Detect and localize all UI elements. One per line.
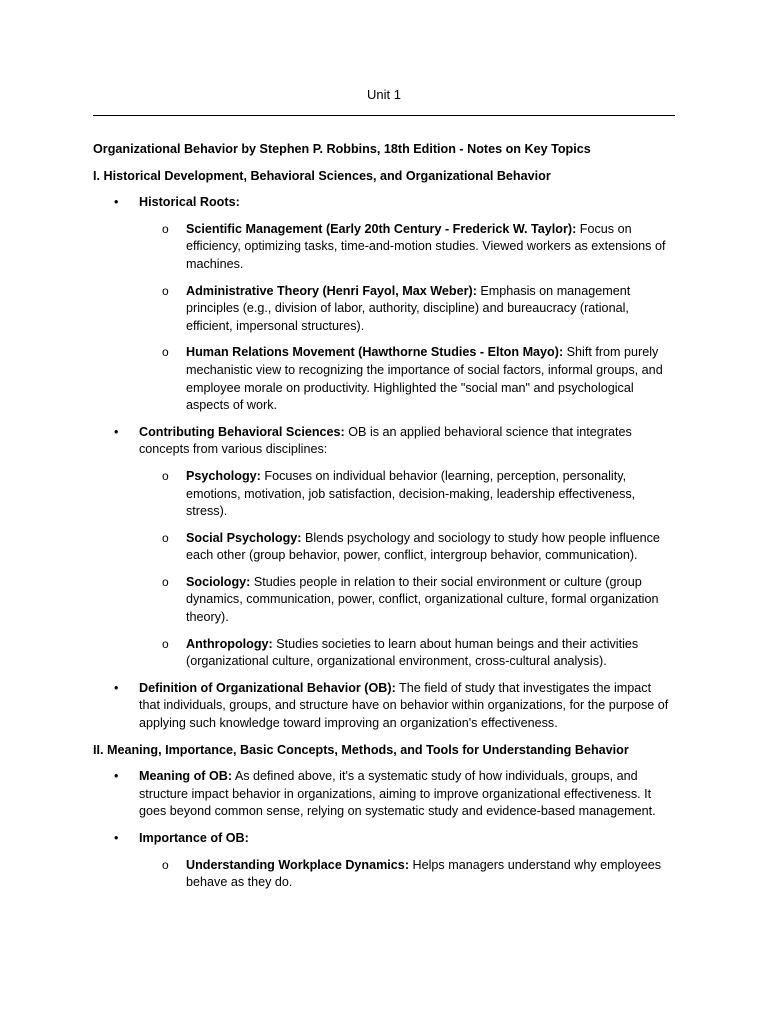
list-item-historical-roots (93, 194, 675, 212)
item-text: Helps managers understand why employees behave as they do. (186, 857, 662, 890)
item-text: Shift from purely mechanistic view to recognizing the importance of social factors, informal groups, and employee morale on productivity. Highlighted the "social man" and psychological aspects of work. (186, 345, 663, 413)
item-term: Understanding Workplace Dynamics: (186, 857, 410, 872)
document-title: Organizational Behavior by Stephen P. Robbins, 18th Edition - Notes on Key Topics (93, 142, 591, 156)
item-term: Importance of OB: (139, 831, 249, 845)
sub-bullet-icon: o (162, 283, 169, 298)
item-text: Blends psychology and sociology to study how people influence each other (group behavior, power, conflict, intergroup behavior, communication). (186, 530, 660, 563)
bullet-icon: • (114, 680, 119, 695)
list-item-importance (93, 830, 675, 848)
page-header-title: Unit 1 (367, 87, 401, 102)
item-term: Psychology: (186, 468, 261, 483)
section-2-heading: II. Meaning, Importance, Basic Concepts, Methods, and Tools for Understanding Behavior (93, 742, 629, 757)
item-text: Emphasis on management principles (e.g., division of labor, authority, discipline) and bureaucracy (rational, efficient, impersonal structures). (186, 283, 631, 333)
list-item-sociology (93, 574, 675, 627)
bullet-icon: • (114, 195, 119, 210)
list-item-workplace-dynamics (93, 857, 675, 892)
item-term: Administrative Theory (Henri Fayol, Max Weber): (186, 283, 477, 298)
item-term: Scientific Management (Early 20th Century - Frederick W. Taylor): (186, 221, 577, 236)
sub-bullet-icon: o (162, 468, 169, 483)
item-term: Human Relations Movement (Hawthorne Studies - Elton Mayo): (186, 345, 564, 360)
item-text: Focuses on individual behavior (learning, perception, personality, emotions, motivation, job satisfaction, decision-making, leadership effectiveness, stress). (186, 468, 636, 519)
list-item-scientific-management (93, 221, 675, 274)
item-text: Focus on efficiency, optimizing tasks, time-and-motion studies. Viewed workers as extensions of machines. (186, 221, 666, 271)
item-text: As defined above, it's a systematic study of how individuals, groups, and structure impact behavior in organizations, aiming to improve organizational effectiveness. It goes beyond common sense, relying on systematic study and evidence-based management. (139, 769, 656, 819)
item-term: Historical Roots: (139, 195, 240, 210)
sub-bullet-icon: o (162, 221, 169, 236)
item-term: Meaning of OB: (139, 769, 233, 784)
item-term: Sociology: (186, 574, 251, 589)
list-item-administrative-theory (93, 283, 675, 336)
list-item-definition (93, 680, 675, 733)
list-item-human-relations (93, 344, 675, 414)
item-term: Social Psychology: (186, 530, 302, 545)
item-term: Contributing Behavioral Sciences: (139, 424, 345, 439)
item-term: Definition of Organizational Behavior (OB): (139, 680, 396, 695)
list-item-meaning (93, 768, 675, 821)
list-item-anthropology (93, 636, 675, 671)
item-text: The field of study that investigates the impact that individuals, groups, and structure have on behavior within organizations, for the purpose of applying such knowledge toward improving an organization's effectiveness. (139, 680, 669, 731)
list-item-contributing-sciences (93, 424, 675, 459)
item-term: Anthropology: (186, 636, 273, 651)
header-divider (93, 115, 675, 116)
document-body (93, 141, 675, 901)
sub-bullet-icon: o (162, 636, 169, 651)
bullet-icon: • (114, 831, 119, 845)
section-1-heading: I. Historical Development, Behavioral Sciences, and Organizational Behavior (93, 168, 551, 183)
list-item-social-psychology (93, 530, 675, 565)
bullet-icon: • (114, 424, 119, 439)
sub-bullet-icon: o (162, 345, 169, 360)
sub-bullet-icon: o (162, 857, 169, 872)
item-text: Studies people in relation to their social environment or culture (group dynamics, communication, power, conflict, organizational culture, formal organization theory). (186, 574, 659, 625)
list-item-psychology (93, 468, 675, 521)
sub-bullet-icon: o (162, 530, 169, 545)
item-text: OB is an applied behavioral science that integrates concepts from various disciplines: (139, 424, 632, 457)
sub-bullet-icon: o (162, 574, 169, 589)
bullet-icon: • (114, 769, 119, 784)
item-text: Studies societies to learn about human beings and their activities (organizational culture, organizational environment, cross-cultural analysis). (186, 636, 639, 669)
